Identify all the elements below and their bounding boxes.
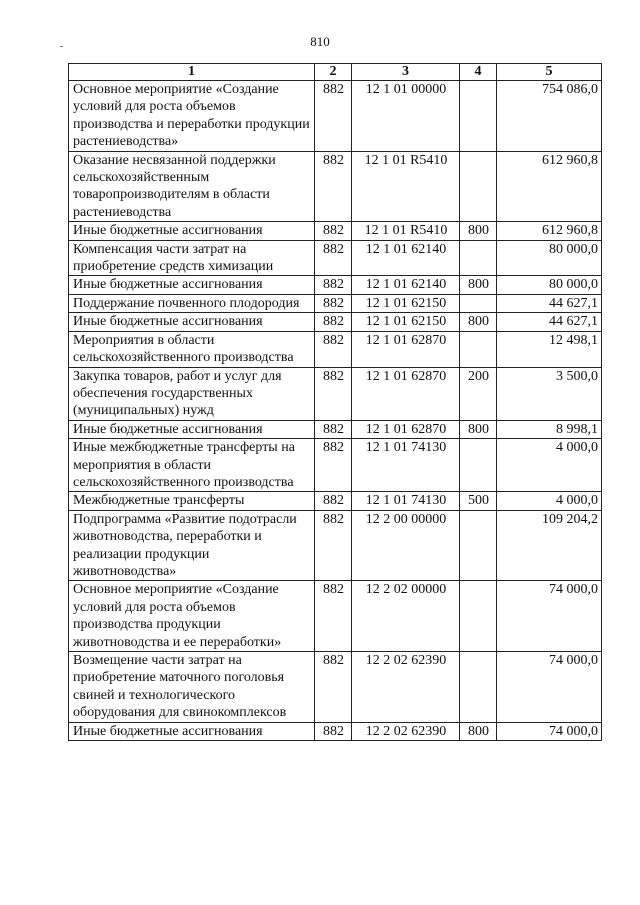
expense-name: Иные бюджетные ассигнования (69, 420, 315, 438)
table-row (69, 581, 602, 652)
column-header-1: 1 (69, 64, 315, 81)
table-row (69, 367, 602, 420)
column-header-4: 4 (460, 64, 497, 81)
expense-name: Межбюджетные трансферты (69, 492, 315, 510)
expense-name: Иные бюджетные ассигнования (69, 222, 315, 240)
expense-type-code: 500 (460, 492, 497, 510)
expense-type-code (460, 581, 497, 652)
department-code: 882 (315, 652, 352, 723)
table-row (69, 510, 602, 581)
expense-type-code (460, 81, 497, 152)
department-code: 882 (315, 151, 352, 222)
expense-name: Иные бюджетные ассигнования (69, 722, 315, 740)
target-article-code: 12 2 00 00000 (352, 510, 460, 581)
budget-table (68, 63, 602, 741)
expense-type-code (460, 240, 497, 276)
expense-name: Основное мероприятие «Создание условий для роста объемов производства продукции животноводства и ее переработки» (69, 581, 315, 652)
expense-name: Иные бюджетные ассигнования (69, 276, 315, 294)
target-article-code: 12 1 01 62140 (352, 276, 460, 294)
table-row (69, 420, 602, 438)
expense-type-code: 200 (460, 367, 497, 420)
expense-name: Подпрограмма «Развитие подотрасли животноводства, переработки и реализации продукции животноводства» (69, 510, 315, 581)
expense-name: Иные бюджетные ассигнования (69, 313, 315, 331)
department-code: 882 (315, 313, 352, 331)
target-article-code: 12 1 01 62150 (352, 313, 460, 331)
amount: 74 000,0 (497, 581, 602, 652)
amount: 754 086,0 (497, 81, 602, 152)
department-code: 882 (315, 81, 352, 152)
target-article-code: 12 1 01 74130 (352, 439, 460, 492)
expense-type-code: 800 (460, 722, 497, 740)
amount: 612 960,8 (497, 222, 602, 240)
table-row (69, 81, 602, 152)
column-header-5: 5 (497, 64, 602, 81)
expense-name: Закупка товаров, работ и услуг для обеспечения государственных (муниципальных) нужд (69, 367, 315, 420)
table-row (69, 652, 602, 723)
table-header-row (69, 64, 602, 81)
expense-type-code: 800 (460, 313, 497, 331)
department-code: 882 (315, 510, 352, 581)
department-code: 882 (315, 331, 352, 367)
department-code: 882 (315, 722, 352, 740)
target-article-code: 12 1 01 62140 (352, 240, 460, 276)
expense-type-code (460, 331, 497, 367)
department-code: 882 (315, 492, 352, 510)
amount: 12 498,1 (497, 331, 602, 367)
target-article-code: 12 1 01 62870 (352, 420, 460, 438)
expense-name: Мероприятия в области сельскохозяйственного производства (69, 331, 315, 367)
target-article-code: 12 1 01 R5410 (352, 222, 460, 240)
table-row (69, 276, 602, 294)
target-article-code: 12 1 01 62150 (352, 294, 460, 312)
page-number: 810 (310, 34, 330, 49)
target-article-code: 12 2 02 62390 (352, 652, 460, 723)
column-header-3: 3 (352, 64, 460, 81)
scan-mark (60, 46, 63, 47)
target-article-code: 12 1 01 62870 (352, 367, 460, 420)
expense-name: Оказание несвязанной поддержки сельскохозяйственным товаропроизводителям в области растениеводства (69, 151, 315, 222)
table-row (69, 331, 602, 367)
department-code: 882 (315, 276, 352, 294)
expense-name: Возмещение части затрат на приобретение маточного поголовья свиней и технологического оборудования для свинокомплексов (69, 652, 315, 723)
department-code: 882 (315, 420, 352, 438)
table-body (69, 81, 602, 741)
column-header-2: 2 (315, 64, 352, 81)
amount: 44 627,1 (497, 294, 602, 312)
amount: 8 998,1 (497, 420, 602, 438)
amount: 4 000,0 (497, 439, 602, 492)
amount: 3 500,0 (497, 367, 602, 420)
expense-name: Компенсация части затрат на приобретение средств химизации (69, 240, 315, 276)
table-row (69, 151, 602, 222)
table-row (69, 492, 602, 510)
amount: 612 960,8 (497, 151, 602, 222)
expense-name: Поддержание почвенного плодородия (69, 294, 315, 312)
department-code: 882 (315, 439, 352, 492)
expense-type-code: 800 (460, 276, 497, 294)
expense-name: Иные межбюджетные трансферты на мероприятия в области сельскохозяйственного производства (69, 439, 315, 492)
department-code: 882 (315, 367, 352, 420)
table-row (69, 722, 602, 740)
expense-type-code: 800 (460, 420, 497, 438)
target-article-code: 12 1 01 R5410 (352, 151, 460, 222)
target-article-code: 12 2 02 00000 (352, 581, 460, 652)
expense-type-code (460, 652, 497, 723)
amount: 74 000,0 (497, 722, 602, 740)
department-code: 882 (315, 294, 352, 312)
target-article-code: 12 1 01 74130 (352, 492, 460, 510)
amount: 44 627,1 (497, 313, 602, 331)
table-row (69, 294, 602, 312)
target-article-code: 12 1 01 00000 (352, 81, 460, 152)
table-row (69, 313, 602, 331)
department-code: 882 (315, 222, 352, 240)
amount: 109 204,2 (497, 510, 602, 581)
amount: 80 000,0 (497, 240, 602, 276)
department-code: 882 (315, 581, 352, 652)
amount: 74 000,0 (497, 652, 602, 723)
table-row (69, 240, 602, 276)
amount: 4 000,0 (497, 492, 602, 510)
target-article-code: 12 2 02 62390 (352, 722, 460, 740)
expense-type-code: 800 (460, 222, 497, 240)
expense-type-code (460, 294, 497, 312)
expense-type-code (460, 439, 497, 492)
amount: 80 000,0 (497, 276, 602, 294)
expense-type-code (460, 151, 497, 222)
table-row (69, 439, 602, 492)
target-article-code: 12 1 01 62870 (352, 331, 460, 367)
department-code: 882 (315, 240, 352, 276)
table-row (69, 222, 602, 240)
expense-type-code (460, 510, 497, 581)
expense-name: Основное мероприятие «Создание условий для роста объемов производства и переработки продукции растениеводства» (69, 81, 315, 152)
